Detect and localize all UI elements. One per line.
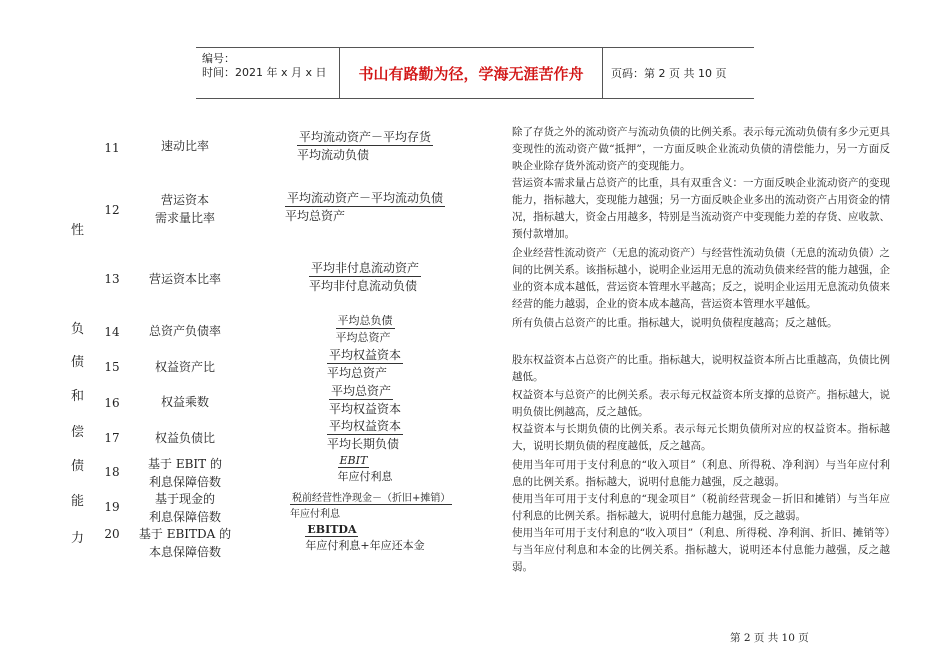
formula-denominator: 平均非付息流动负债 [308,279,417,293]
metric-description: 所有负债占总资产的比重。指标越大，说明负债程度越高；反之越低。 [512,317,838,329]
metric-name: 营运资本 需求量比率 [154,193,215,225]
header-page-label: 页码：第 2 页 共 10 页 [611,67,727,80]
metric-description: 权益资本与长期负债的比例关系。表示每元长期负债所对应的权益资本。指标越大，说明长期负债的程度越低，反之越高。 [512,423,890,452]
side-label: 能 [71,494,85,509]
formula-denominator: 平均总资产 [326,366,387,380]
metric-description: 营运资本需求量占总资产的比重，具有双重含义：一方面反映企业流动资产的变现能力，指标越大，变现能力越强；另一方面反映企业多出的流动资产占用资金的情况，指标越大，资金占用越多，特别是当流动资产中变现能力差的存货、应收款、预付款增加。 [512,177,890,240]
metric-description: 除了存货之外的流动资产与流动负债的比例关系。表示每元流动负债有多少元更具变现性的流动资产做“抵押”，一方面反映企业流动负债的清偿能力，另一方面反映企业除存货外流动资产的变现能力。 [512,126,890,172]
doc-number-label: 编号： [202,52,235,65]
metric-name: 基于现金的 利息保障倍数 [148,492,221,524]
formula-numerator: 平均非付息流动资产 [310,261,419,275]
header-meta [196,48,340,98]
metric-name: 总资产负债率 [148,324,221,338]
metric-description: 使用当年可用于支付利息的“现金项目”（税前经营现金－折旧和摊销）与当年应付利息的比例关系。指标越大，说明付息能力越强，反之越弱。 [512,493,890,522]
formula-denominator: 年应付利息+年应还本金 [305,539,425,552]
side-label: 债 [71,355,85,370]
metric-description: 股东权益资本占总资产的比重。指标越大，说明权益资本所占比重越高，负债比例越低。 [512,354,890,383]
metric-description: 企业经营性流动资产（无息的流动资产）与经营性流动负债（无息的流动负债）之间的比例关系。该指标越小，说明企业运用无息的流动负债来经营的能力越强，企业的资本成本越低，营运资本管理水平越高；反之，说明企业运用无息流动负债来经营的能力越弱，企业的资本成本越高，营运资本管理水平越低。 [512,247,890,310]
formula-denominator: 平均长期负债 [326,437,399,451]
formula [270,523,460,553]
row-number: 14 [104,325,120,339]
row-number: 17 [104,431,120,445]
formula [270,259,460,294]
side-label: 力 [71,531,85,546]
row-number: 16 [104,396,120,410]
formula-numerator: 平均流动资产－平均存货 [298,130,431,144]
metric-name: 基于 EBIT 的 利息保障倍数 [148,457,222,489]
formula [270,312,460,345]
formula-numerator: EBITDA [307,523,357,536]
formula-denominator: 平均流动负债 [296,148,369,162]
formula-numerator: 平均总负债 [337,314,393,327]
metric-description: 使用当年可用于支付利息的“收入项目”（利息、所得税、净利润、折旧、摊销等）与当年应付利息和本金的比例关系。指标越大，说明还本付息能力越强，反之越弱。 [512,527,890,573]
formula-denominator: 平均权益资本 [328,402,401,416]
formula-numerator: EBIT [339,454,368,467]
side-label: 债 [71,459,85,474]
formula [270,417,460,452]
metric-name: 速动比率 [160,139,209,153]
formula [270,382,460,417]
formula-denominator: 年应付利息 [337,470,393,483]
formula [270,454,460,484]
formula-denominator: 平均总资产 [335,331,391,344]
metric-name: 基于 EBITDA 的 本息保障倍数 [138,527,232,559]
row-number: 18 [104,465,120,479]
formula [290,489,480,520]
metric-name: 权益资产比 [154,360,215,374]
formula [270,128,460,163]
row-number: 19 [104,500,120,514]
page-header [196,47,754,99]
metric-description: 权益资本与总资产的比例关系。表示每元权益资本所支撑的总资产。指标越大，说明负债比例越高，反之越低。 [512,389,890,418]
side-label: 和 [71,389,85,404]
formula [270,346,460,381]
formula-numerator: 税前经营性净现金－（折旧+摊销） [290,489,452,505]
row-number: 12 [104,203,120,217]
formula-numerator: 平均权益资本 [328,419,401,433]
side-label: 性 [71,223,85,238]
formula-denominator: 年应付利息 [290,509,340,520]
side-label: 偿 [71,425,85,440]
metric-name: 权益负债比 [154,431,215,445]
metric-name: 权益乘数 [160,395,209,409]
metric-name: 营运资本比率 [148,272,221,286]
page-footer: 第 2 页 共 10 页 [730,632,809,644]
formula-denominator: 平均总资产 [284,209,345,223]
formula-numerator: 平均总资产 [330,384,391,398]
side-label: 负 [71,322,85,337]
row-number: 20 [104,527,120,541]
doc-time-label: 时间：2021 年 x 月 x 日 [202,66,327,79]
row-number: 13 [104,272,120,286]
header-motto: 书山有路勤为径，学海无涯苦作舟 [340,48,603,98]
row-number: 11 [104,141,120,155]
formula [270,189,460,224]
formula-numerator: 平均流动资产－平均流动负债 [286,191,443,205]
metric-description: 使用当年可用于支付利息的“收入项目”（利息、所得税、净利润）与当年应付利息的比例关系。指标越大，说明付息能力越强，反之越弱。 [512,459,890,488]
formula-numerator: 平均权益资本 [328,348,401,362]
row-number: 15 [104,360,120,374]
